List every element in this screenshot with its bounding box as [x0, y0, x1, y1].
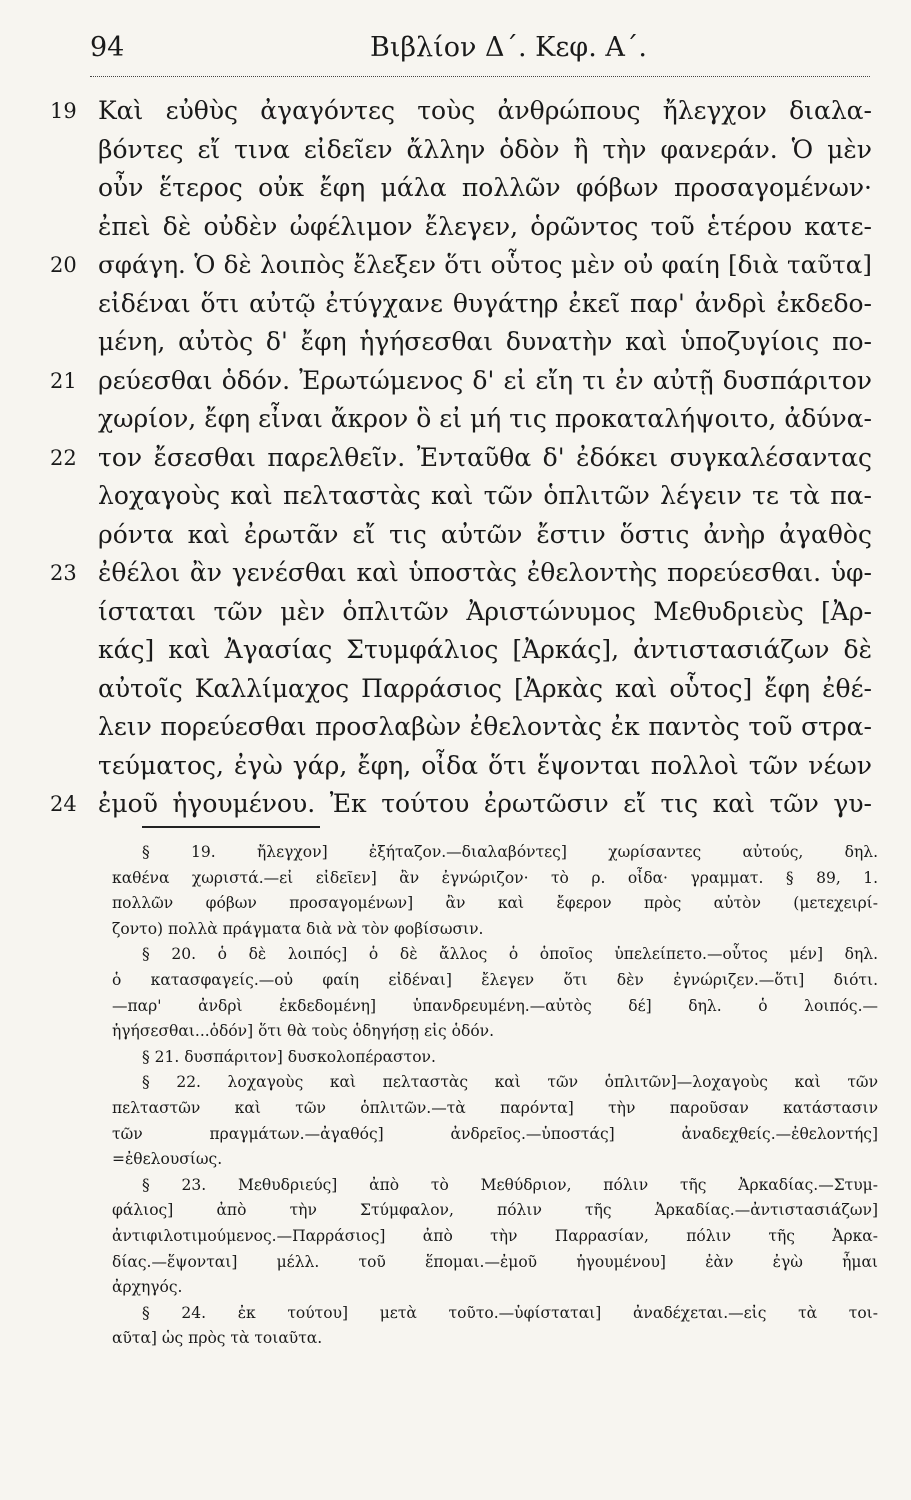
text-line-content: Καὶ εὐθὺς ἀγαγόντες τοὺς ἀνθρώπους ἤλεγχον διαλα-	[98, 96, 872, 125]
text-line	[98, 631, 872, 670]
note-line: § 23. Μεθυδριεύς] ἀπὸ τὸ Μεθύδριον, πόλιν τῆς Ἀρκαδίας.—Στυμ-	[142, 1175, 878, 1194]
section-number: 21	[50, 368, 77, 393]
text-line-content: βόντες εἴ τινα εἰδεῖεν ἄλλην ὁδὸν ἢ τὴν φανεράν. Ὁ μὲν	[98, 134, 872, 164]
text-line	[50, 246, 872, 285]
text-line	[98, 593, 872, 632]
footnote-rule	[142, 826, 320, 828]
text-line	[50, 439, 872, 478]
text-line	[98, 208, 872, 247]
note-line: —παρ' ἀνδρὶ ἐκδεδομένη] ὑπανδρευμένη.—αὐτὸς δέ] δηλ. ὁ λοιπός.—	[112, 996, 878, 1015]
note-line: φάλιος] ἀπὸ τὴν Στύμφαλον, πόλιν τῆς Ἀρκαδίας.—ἀντιστασιάζων]	[112, 1201, 878, 1220]
note-line: ἀρχηγός.	[112, 1278, 183, 1297]
text-line	[98, 477, 872, 516]
text-line-content: τεύματος, ἐγὼ γάρ, ἔφη, οἶδα ὅτι ἕψονται πολλοὶ τῶν νέων	[98, 750, 872, 780]
text-line	[98, 400, 872, 439]
text-line-content: αὐτοῖς Καλλίμαχος Παρράσιος [Ἀρκὰς καὶ οὗτος] ἔφη ἐθέ-	[98, 673, 872, 703]
text-line-content: εἰδέναι ὅτι αὐτῷ ἐτύγχανε θυγάτηρ ἐκεῖ παρ' ἀνδρὶ ἐκδεδο-	[98, 288, 872, 318]
text-line-content: οὖν ἕτερος οὐκ ἔφη μάλα πολλῶν φόβων προσαγομένων·	[98, 173, 872, 202]
text-line-content: ἐπεὶ δὲ οὐδὲν ὠφέλιμον ἔλεγεν, ὁρῶντος τοῦ ἑτέρου κατε-	[98, 211, 872, 241]
text-line-content: ἐμοῦ ἡγουμένου. Ἐκ τούτου ἐρωτῶσιν εἴ τις καὶ τῶν γυ-	[98, 789, 872, 818]
text-line	[98, 516, 872, 555]
text-line-content: λοχαγοὺς καὶ πελταστὰς καὶ τῶν ὁπλιτῶν λέγειν τε τὰ πα-	[98, 481, 872, 510]
note-line: § 20. ὁ δὲ λοιπός] ὁ δὲ ἄλλος ὁ ὁποῖος ὑπελείπετο.—οὗτος μέν] δηλ.	[142, 945, 878, 964]
page-number: 94	[90, 32, 125, 63]
running-title: Βιβλίον Δ΄. Κεφ. Α΄.	[370, 32, 647, 63]
text-line	[98, 708, 872, 747]
text-line	[98, 131, 872, 170]
text-line	[98, 285, 872, 324]
header-rule	[90, 76, 870, 77]
text-line-content: ρεύεσθαι ὁδόν. Ἐρωτώμενος δ' εἰ εἴη τι ἐν αὐτῇ δυσπάριτον	[98, 365, 872, 395]
text-line	[50, 92, 872, 131]
note-line: δίας.—ἕψονται] μέλλ. τοῦ ἕπομαι.—ἐμοῦ ἡγουμένου] ἐὰν ἐγὼ ἦμαι	[112, 1252, 878, 1271]
note-line: § 19. ἤλεγχον] ἐξήταζον.—διαλαβόντες] χωρίσαντες αὐτούς, δηλ.	[142, 843, 878, 861]
note-line: ἀντιφιλοτιμούμενος.—Παρράσιος] ἀπὸ τὴν Παρρασίαν, πόλιν τῆς Ἀρκα-	[112, 1226, 878, 1245]
note-line: πολλῶν φόβων προσαγομένων] ἂν καὶ ἔφερον πρὸς αὐτὸν (μετεχειρί-	[112, 894, 878, 913]
text-line-content: μένη, αὐτὸς δ' ἔφη ἡγήσεσθαι δυνατὴν καὶ ὑποζυγίοις πο-	[98, 327, 872, 356]
text-line	[98, 169, 872, 208]
section-number: 24	[50, 792, 77, 816]
note-line: ὁ κατασφαγείς.—οὐ φαίη εἰδέναι] ἔλεγεν ὅτι δὲν ἐγνώριζεν.—ὅτι] διότι.	[112, 970, 878, 989]
note-line: § 22. λοχαγοὺς καὶ πελταστὰς καὶ τῶν ὁπλιτῶν]—λοχαγοὺς καὶ τῶν	[142, 1073, 878, 1092]
note-line: =ἐθελουσίως.	[112, 1150, 223, 1169]
note-line: § 21. δυσπάριτον] δυσκολοπέραστον.	[142, 1047, 436, 1066]
text-line-content: ἐθέλοι ἂν γενέσθαι καὶ ὑποστὰς ἐθελοντὴς πορεύεσθαι. ὑφ-	[98, 558, 872, 587]
commentary-notes	[112, 840, 878, 1352]
text-line-content: σφάγη. Ὁ δὲ λοιπὸς ἔλεξεν ὅτι οὗτος μὲν οὐ φαίη [διὰ ταῦτα]	[98, 250, 872, 279]
section-number: 23	[50, 561, 77, 585]
note-line: § 24. ἐκ τούτου] μετὰ τοῦτο.—ὑφίσταται] ἀναδέχεται.—εἰς τὰ τοι-	[142, 1303, 878, 1322]
text-line-content: ρόντα καὶ ἐρωτᾶν εἴ τις αὐτῶν ἔστιν ὅστις ἀνὴρ ἀγαθὸς	[98, 519, 872, 549]
text-line	[98, 747, 872, 786]
note-line: ζοντο) πολλὰ πράγματα διὰ νὰ τὸν φοβίσωσιν.	[112, 919, 484, 938]
note-line: αῦτα] ὡς πρὸς τὰ τοιαῦτα.	[112, 1329, 323, 1348]
note-line: καθένα χωριστά.—εἰ εἰδεῖεν] ἂν ἐγνώριζον· τὸ ρ. οἶδα· γραμματ. § 89, 1.	[112, 868, 878, 887]
text-line-content: τον ἔσεσθαι παρελθεῖν. Ἐνταῦθα δ' ἐδόκει συγκαλέσαντας	[98, 442, 872, 472]
text-line	[50, 554, 872, 593]
main-text	[50, 92, 872, 824]
text-line	[50, 362, 872, 401]
text-line-content: χωρίον, ἔφη εἶναι ἄκρον ὃ εἰ μή τις προκαταλήψοιτο, ἀδύνα-	[98, 404, 872, 433]
text-line-content: λειν πορεύεσθαι προσλαβὼν ἐθελοντὰς ἐκ παντὸς τοῦ στρα-	[98, 712, 872, 741]
page-header	[90, 28, 870, 72]
text-line	[50, 785, 872, 824]
section-number: 22	[50, 445, 77, 470]
text-line	[98, 323, 872, 362]
text-line-content: ίσταται τῶν μὲν ὁπλιτῶν Ἀριστώνυμος Μεθυδριεὺς [Ἀρ-	[98, 596, 872, 626]
text-line-content: κάς] καὶ Ἀγασίας Στυμφάλιος [Ἀρκάς], ἀντιστασιάζων δὲ	[98, 635, 872, 664]
note-line: τῶν πραγμάτων.—ἀγαθός] ἀνδρεῖος.—ὑποστάς] ἀναδεχθείς.—ἐθελοντής]	[112, 1124, 878, 1143]
section-number: 20	[50, 253, 77, 277]
section-number: 19	[50, 99, 77, 123]
note-line: ἡγήσεσθαι...ὁδόν] ὅτι θὰ τοὺς ὁδηγήσῃ εἰς ὁδόν.	[112, 1022, 495, 1041]
text-line	[98, 670, 872, 709]
note-line: πελταστῶν καὶ τῶν ὁπλιτῶν.—τὰ παρόντα] τὴν παροῦσαν κατάστασιν	[112, 1098, 878, 1117]
